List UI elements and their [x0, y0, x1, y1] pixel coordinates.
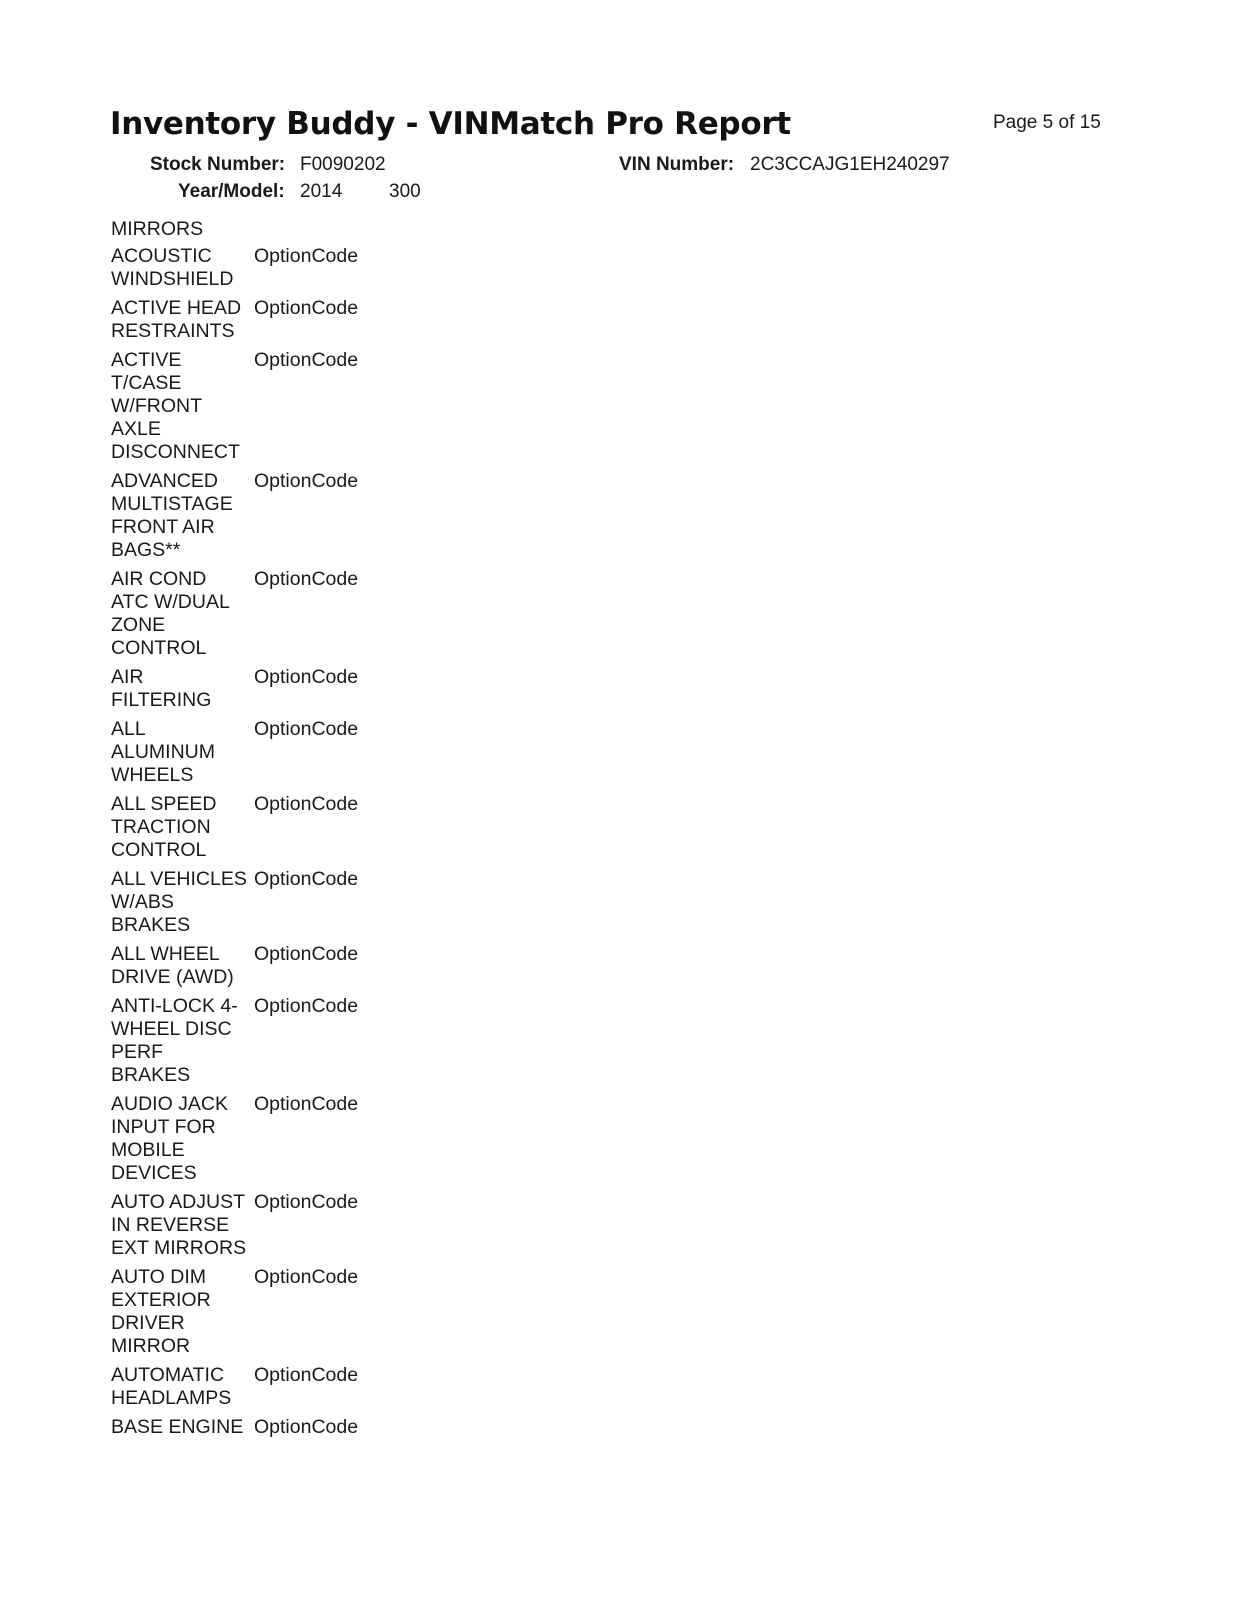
vin-number-value: 2C3CCAJG1EH240297 [750, 154, 950, 175]
option-row [111, 943, 411, 989]
report-title: Inventory Buddy - VINMatch Pro Report [110, 106, 791, 142]
option-row [111, 297, 411, 343]
option-row [111, 793, 411, 862]
option-name: ADVANCED MULTISTAGE FRONT AIR BAGS** [111, 470, 233, 561]
option-code: OptionCode [254, 349, 359, 371]
option-code: OptionCode [254, 718, 359, 740]
option-name: AIR COND ATC W/DUAL ZONE CONTROL [111, 568, 230, 659]
option-name: ALL SPEED TRACTION CONTROL [111, 793, 217, 861]
option-code: OptionCode [254, 868, 359, 890]
option-code: OptionCode [254, 1266, 359, 1288]
stock-number-value: F0090202 [300, 154, 386, 175]
option-name: ACTIVE HEAD RESTRAINTS [111, 297, 242, 342]
option-name: AUTOMATIC HEADLAMPS [111, 1364, 232, 1409]
option-row [111, 1416, 411, 1439]
page-number: Page 5 of 15 [993, 112, 1101, 133]
option-code: OptionCode [254, 1191, 359, 1213]
stock-number-label: Stock Number: [150, 154, 286, 175]
option-name: AIR FILTERING [111, 666, 212, 711]
option-row [111, 349, 411, 464]
section-heading: MIRRORS [111, 218, 204, 240]
option-code: OptionCode [254, 1364, 359, 1386]
option-row [111, 568, 411, 660]
option-row [111, 1364, 411, 1410]
option-row [111, 995, 411, 1087]
options-list [111, 245, 411, 1445]
model-value: 300 [389, 181, 421, 202]
option-name: ALL WHEEL DRIVE (AWD) [111, 943, 234, 988]
option-name: AUDIO JACK INPUT FOR MOBILE DEVICES [111, 1093, 229, 1184]
option-name: AUTO ADJUST IN REVERSE EXT MIRRORS [111, 1191, 247, 1259]
option-code: OptionCode [254, 793, 359, 815]
option-code: OptionCode [254, 666, 359, 688]
option-name: ALL ALUMINUM WHEELS [111, 718, 216, 786]
option-code: OptionCode [254, 470, 359, 492]
option-name: ACOUSTIC WINDSHIELD [111, 245, 234, 290]
option-row [111, 666, 411, 712]
option-code: OptionCode [254, 995, 359, 1017]
option-row [111, 718, 411, 787]
option-code: OptionCode [254, 1093, 359, 1115]
option-name: ACTIVE T/CASE W/FRONT AXLE DISCONNECT [111, 349, 240, 463]
option-code: OptionCode [254, 1416, 359, 1438]
option-name: ANTI-LOCK 4- WHEEL DISC PERF BRAKES [111, 995, 238, 1086]
option-name: AUTO DIM EXTERIOR DRIVER MIRROR [111, 1266, 211, 1357]
option-row [111, 868, 411, 937]
year-value: 2014 [300, 181, 343, 202]
vin-number-label: VIN Number: [619, 154, 735, 175]
option-name: ALL VEHICLES W/ABS BRAKES [111, 868, 247, 936]
option-row [111, 1191, 411, 1260]
option-code: OptionCode [254, 568, 359, 590]
option-code: OptionCode [254, 245, 359, 267]
option-row [111, 1266, 411, 1358]
option-code: OptionCode [254, 297, 359, 319]
option-row [111, 1093, 411, 1185]
year-model-label: Year/Model: [178, 181, 285, 202]
option-row [111, 245, 411, 291]
option-code: OptionCode [254, 943, 359, 965]
option-name: BASE ENGINE [111, 1416, 244, 1438]
option-row [111, 470, 411, 562]
